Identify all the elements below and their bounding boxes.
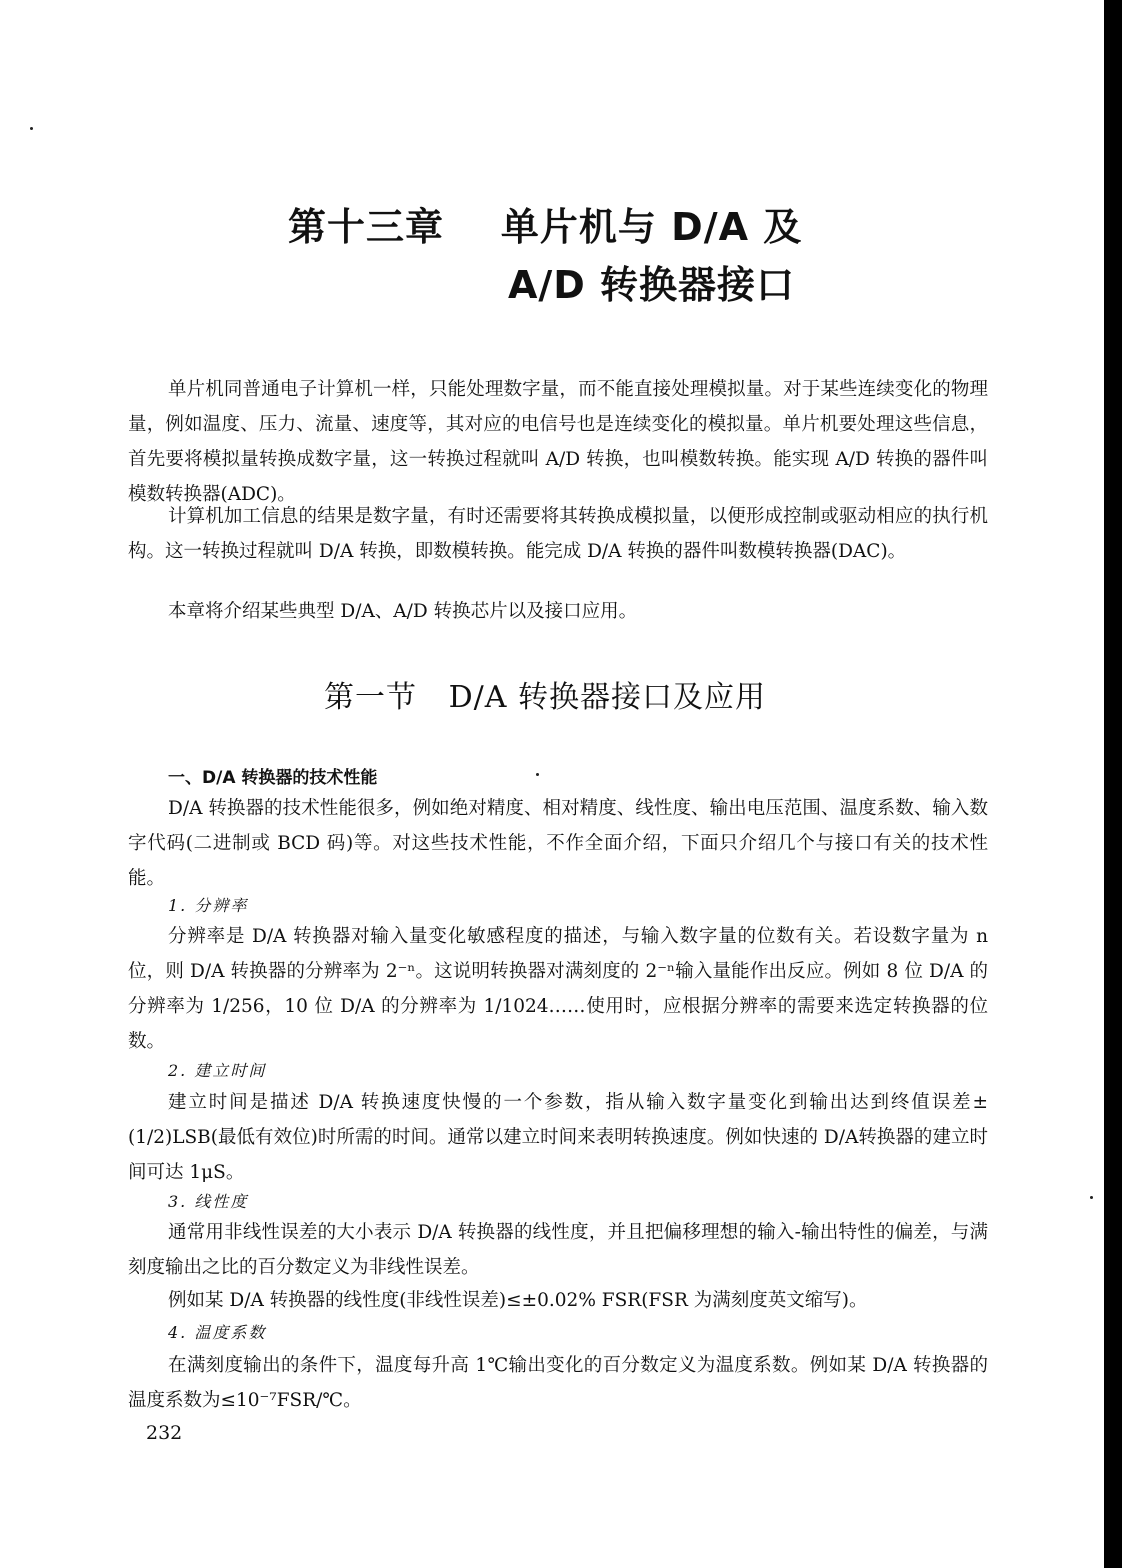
item-paragraph-resolution: 分辨率是 D/A 转换器对输入量变化敏感程度的描述，与输入数字量的位数有关。若设数字量为 n 位，则 D/A 转换器的分辨率为 2⁻ⁿ。这说明转换器对满刻度的 2⁻ⁿ输入量能作出反应。例如 8 位 D/A 的分辨率为 1/256，10 位 D/A 的分辨率为 1/1024……使用时，应根据分辨率的需要来选定转换器的位数。 [128, 926, 988, 1052]
chapter-title-line1: 第十三章 单片机与 D/A 及 [288, 205, 803, 249]
intro-paragraph-1: 单片机同普通电子计算机一样，只能处理数字量，而不能直接处理模拟量。对于某些连续变化的物理量，例如温度、压力、流量、速度等，其对应的电信号也是连续变化的模拟量。单片机要处理这些信息，首先要将模拟量转换成数字量，这一转换过程就叫 A/D 转换，也叫模数转换。能实现 A/D 转换的器件叫模数转换器(ADC)。 [128, 379, 988, 505]
item-paragraph-linearity-1: 通常用非线性误差的大小表示 D/A 转换器的线性度，并且把偏移理想的输入-输出特性的偏差，与满刻度输出之比的百分数定义为非线性误差。 [128, 1222, 988, 1278]
scan-speck [30, 127, 33, 130]
item-title-settling-time: 2. 建立时间 [168, 1061, 267, 1080]
scan-speck [536, 773, 539, 776]
scan-speck [1090, 1196, 1093, 1199]
intro-paragraph-2: 计算机加工信息的结果是数字量，有时还需要将其转换成模拟量，以便形成控制或驱动相应的执行机构。这一转换过程就叫 D/A 转换，即数模转换。能完成 D/A 转换的器件叫数模转换器(DAC)。 [128, 506, 988, 562]
section-title: 第一节 D/A 转换器接口及应用 [324, 680, 766, 715]
page-number: 232 [146, 1422, 183, 1444]
item-paragraph-linearity-2: 例如某 D/A 转换器的线性度(非线性误差)≤±0.02% FSR(FSR 为满刻度英文缩写)。 [168, 1290, 868, 1311]
item-title-resolution: 1. 分辨率 [168, 896, 249, 915]
item-paragraph-temperature-coefficient: 在满刻度输出的条件下，温度每升高 1℃输出变化的百分数定义为温度系数。例如某 D/A 转换器的温度系数为≤10⁻⁷FSR/℃。 [128, 1355, 988, 1411]
overview-paragraph: D/A 转换器的技术性能很多，例如绝对精度、相对精度、线性度、输出电压范围、温度系数、输入数字代码(二进制或 BCD 码)等。对这些技术性能，不作全面介绍，下面只介绍几个与接口有关的技术性能。 [128, 798, 988, 889]
item-paragraph-settling-time: 建立时间是描述 D/A 转换速度快慢的一个参数，指从输入数字量变化到输出达到终值误差±(1/2)LSB(最低有效位)时所需的时间。通常以建立时间来表明转换速度。例如快速的 D/A转换器的建立时间可达 1μS。 [128, 1092, 988, 1183]
intro-paragraph-3: 本章将介绍某些典型 D/A、A/D 转换芯片以及接口应用。 [168, 601, 638, 622]
item-title-temperature-coefficient: 4. 温度系数 [168, 1323, 267, 1342]
item-title-linearity: 3. 线性度 [168, 1192, 249, 1211]
subheading: 一、D/A 转换器的技术性能 [168, 768, 378, 788]
chapter-title-line2: A/D 转换器接口 [508, 263, 796, 307]
